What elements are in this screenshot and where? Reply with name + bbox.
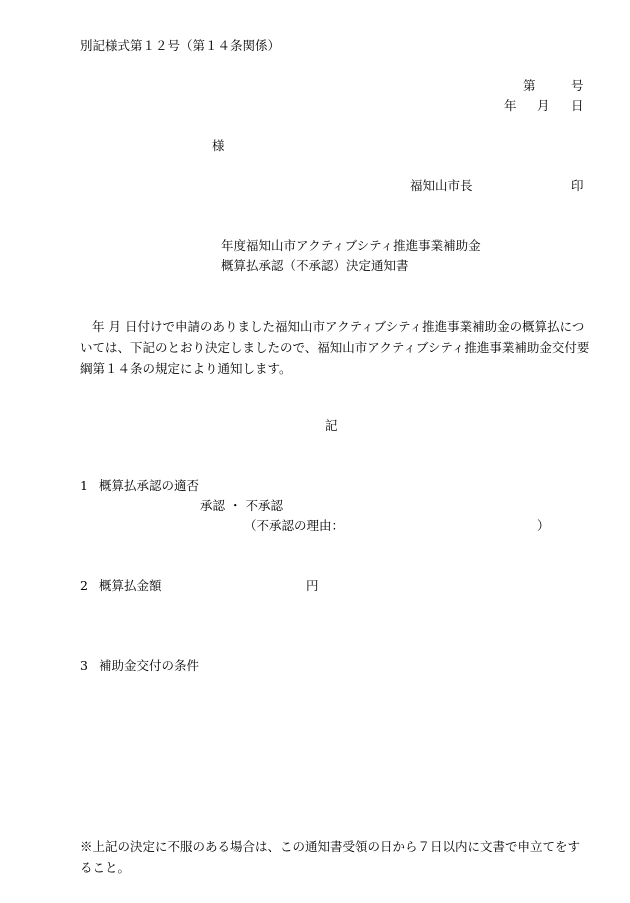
doc-number-prefix: 第 [523,78,536,93]
footer-note: ※上記の決定に不服のある場合は、この通知書受領の日から７日以内に文書で申立てをすること。 [80,839,581,875]
seal-mark: 印 [571,178,584,193]
body-paragraph: 年 月 日付けで申請のありました福知山市アクティブシティ推進事業補助金の概算払については、下記のとおり決定しましたので、福知山市アクティブシティ推進事業補助金交付要綱第１４条の規定により通知します。 [80,319,590,376]
item1-choice: 承認 ・ 不承認 [200,498,283,513]
issuer-name: 福知山市長 [410,178,473,193]
form-number: 別記様式第１２号（第１４条関係） [80,38,281,53]
title-line-1: 年度福知山市アクティブシティ推進事業補助金 [221,238,481,253]
doc-number-suffix: 号 [571,78,584,93]
date-month: 月 [537,98,550,113]
item1-reason-close: ） [537,518,550,533]
date-year: 年 [504,98,517,113]
item1-number: 1 [80,478,88,493]
item2-unit: 円 [306,578,319,593]
date-day: 日 [571,98,584,113]
item3-number: 3 [80,658,88,673]
item2-number: 2 [80,578,88,593]
item3-label: 補助金交付の条件 [99,658,200,673]
addressee-suffix: 様 [212,138,225,153]
title-line-2: 概算払承認（不承認）決定通知書 [221,258,409,273]
item1-label: 概算払承認の適否 [99,478,200,493]
item1-reason-open: （不承認の理由： [244,518,345,533]
ki-heading: 記 [325,418,338,433]
item2-label: 概算払金額 [99,578,162,593]
